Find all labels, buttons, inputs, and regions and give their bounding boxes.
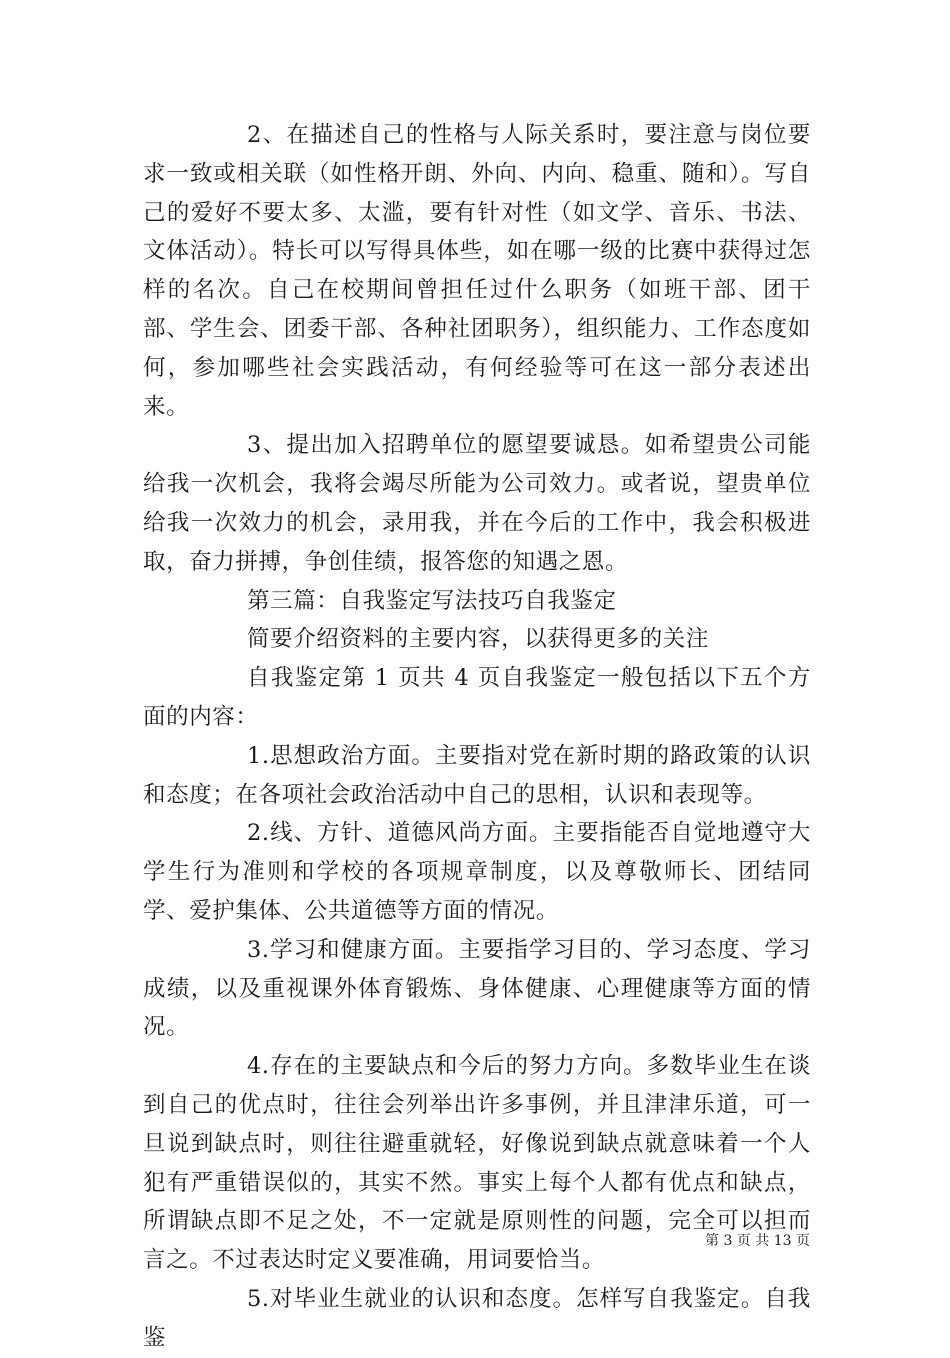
list-item-morals: 2.线、方针、道德风尚方面。主要指能否自觉地遵守大学生行为准则和学校的各项规章制度，以及尊敬师长、团结同学、爱护集体、公共道德等方面的情况。 bbox=[143, 820, 811, 924]
list-item-employment: 5.对毕业生就业的认识和态度。怎样写自我鉴定。自我鉴 bbox=[143, 1285, 811, 1351]
page-number-footer: 第 3 页 共 13 页 bbox=[705, 1233, 810, 1249]
paragraph-wish: 3、提出加入招聘单位的愿望要诚恳。如希望贵公司能给我一次机会，我将会竭尽所能为公司效力。或者说，望贵单位给我一次效力的机会，录用我，并在今后的工作中，我会积极进取，奋力拼搏，争创佳绩，报答您的知遇之恩。 bbox=[143, 432, 811, 575]
paragraph-personality: 2、在描述自己的性格与人际关系时，要注意与岗位要求一致或相关联（如性格开朗、外向、内向、稳重、随和）。写自己的爱好不要太多、太滥，要有针对性（如文学、音乐、书法、文体活动）。特长可以写得具体些，如在哪一级的比赛中获得过怎样的名次。自己在校期间曾担任过什么职务（如班干部、团干部、学生会、团委干部、各种社团职务），组织能力、工作态度如何，参加哪些社会实践活动，有何经验等可在这一部分表述出来。 bbox=[143, 122, 811, 420]
list-item-study-health: 3.学习和健康方面。主要指学习目的、学习态度、学习成绩，以及重视课外体育锻炼、身体健康、心理健康等方面的情况。 bbox=[143, 936, 811, 1041]
list-item-shortcomings: 4.存在的主要缺点和今后的努力方向。多数毕业生在谈到自己的优点时，往往会列举出许多事例，并且津津乐道，可一旦说到缺点时，则往往避重就轻，好像说到缺点就意味着一个人犯有严重错误似的，其实不然。事实上每个人都有优点和缺点，所谓缺点即不足之处，不一定就是原则性的问题，完全可以担而言之。不过表达时定义要准确，用词要恰当。 bbox=[143, 1053, 811, 1274]
paragraph-intro: 自我鉴定第 1 页共 4 页自我鉴定一般包括以下五个方面的内容： bbox=[143, 665, 811, 730]
summary-line: 简要介绍资料的主要内容，以获得更多的关注 bbox=[247, 626, 710, 653]
list-item-politics: 1.思想政治方面。主要指对党在新时期的路政策的认识和态度；在各项社会政治活动中自己的思相，认识和表现等。 bbox=[143, 742, 811, 808]
document-body bbox=[143, 116, 811, 1358]
section-heading: 第三篇：自我鉴定写法技巧自我鉴定 bbox=[247, 587, 617, 614]
